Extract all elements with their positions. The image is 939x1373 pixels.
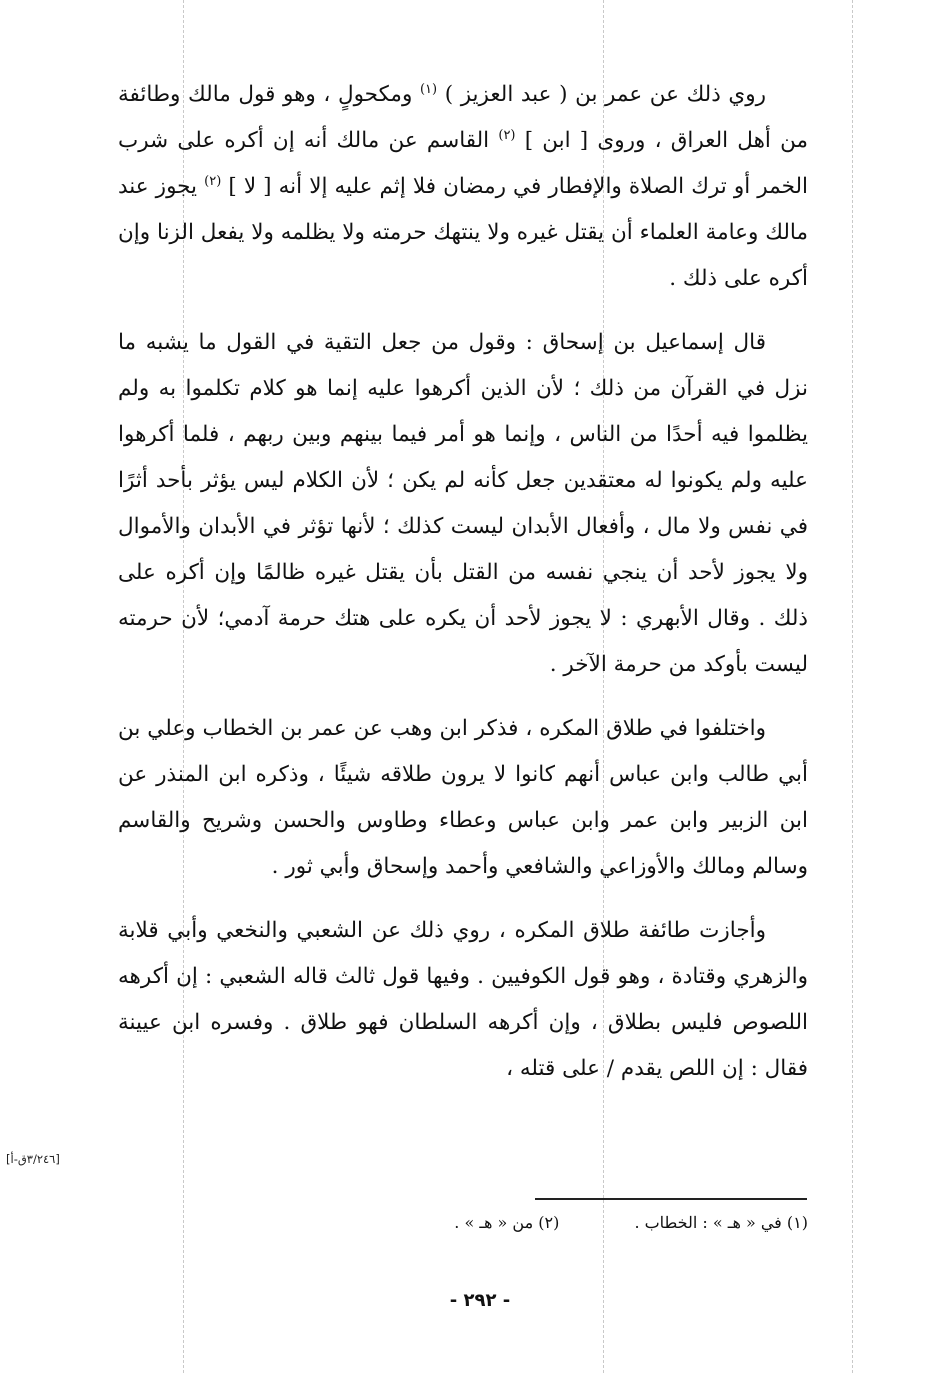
page-number: - ٢٩٢ - (449, 1290, 511, 1311)
paragraph-3: واختلفوا في طلاق المكره ، فذكر ابن وهب عن عمر بن الخطاب وعلي بن أبي طالب وابن عباس أنهم كانوا لا يرون طلاقه شيئًا ، وذكره ابن المنذر عن ابن الزبير وابن عمر وابن عباس وعطاء وطاوس والحسن وشريح والقاسم وسالم ومالك والأوزاعي والشافعي وأحمد وإسحاق وأبي ثور . (118, 716, 808, 879)
paragraph-1-text-c: القاسم عن مالك أنه إن أكره على شرب الخمر أو ترك الصلاة والإفطار في رمضان فلا إثم عليه إلا أنه [ لا ] (118, 128, 809, 199)
page-body (118, 72, 808, 1110)
footnote-ref-1: (١) (419, 81, 438, 97)
footnote-ref-2b: (٢) (204, 173, 222, 189)
paragraph-1-text-a: روي ذلك عن عمر بن ( عبد العزيز ) (437, 82, 767, 107)
paragraph-1 (118, 72, 808, 302)
paragraph-2: قال إسماعيل بن إسحاق : وقول من جعل التقية في القول ما يشبه ما نزل في القرآن من ذلك ؛ لأن الذين أكرهوا عليه إنما هو كلام تكلموا به ولم يظلموا فيه أحدًا من الناس ، وإنما هو أمر فيما بينهم وبين ربهم ، فلما أكرهوا عليه ولم يكونوا له معتقدين جعل كأنه لم يكن ؛ لأن الكلام ليس يؤثر بأحد أثرًا في نفس ولا مال ، وأفعال الأبدان ليست كذلك ؛ لأنها تؤثر في الأبدان والأموال ولا يجوز لأحد أن ينجي نفسه من القتل بأن يقتل غيره ظالمًا وإن أكره على ذلك . وقال الأبهري : لا يجوز لأحد أن يكره على هتك حرمة آدمي؛ لأن حرمته ليست بأوكد من حرمة الآخر . (118, 330, 808, 677)
footnote-2: (٢) من « هـ » . (454, 1213, 560, 1232)
right-margin-guide (852, 0, 853, 1373)
footnote-separator (535, 1198, 807, 1200)
footnotes (318, 1213, 808, 1232)
footnote-1: (١) في « هـ » : الخطاب . (634, 1213, 808, 1232)
paragraph-4: وأجازت طائفة طلاق المكره ، روي ذلك عن الشعبي والنخعي وأبي قلابة والزهري وقتادة ، وهو قول الكوفيين . وفيها قول ثالث قاله الشعبي : إن أكرهه اللصوص فليس بطلاق ، وإن أكرهه السلطان فهو طلاق . وفسره ابن عيينة فقال : إن اللص يقدم / على قتله ، (118, 918, 808, 1081)
paragraph-1-text-d: يجوز عند مالك وعامة العلماء أن يقتل غيره ولا ينتهك حرمته ولا يظلمه ولا يفعل الزنا وإن أكره على ذلك . (118, 174, 808, 291)
manuscript-margin-reference: [٣/٢٤٦ق-أ] (6, 1152, 60, 1166)
paragraph-1-text-b: ومكحولٍ ، وهو قول مالك وطائفة من أهل العراق ، وروى [ ابن ] (118, 82, 808, 153)
footnote-ref-2: (٢) (498, 127, 516, 143)
